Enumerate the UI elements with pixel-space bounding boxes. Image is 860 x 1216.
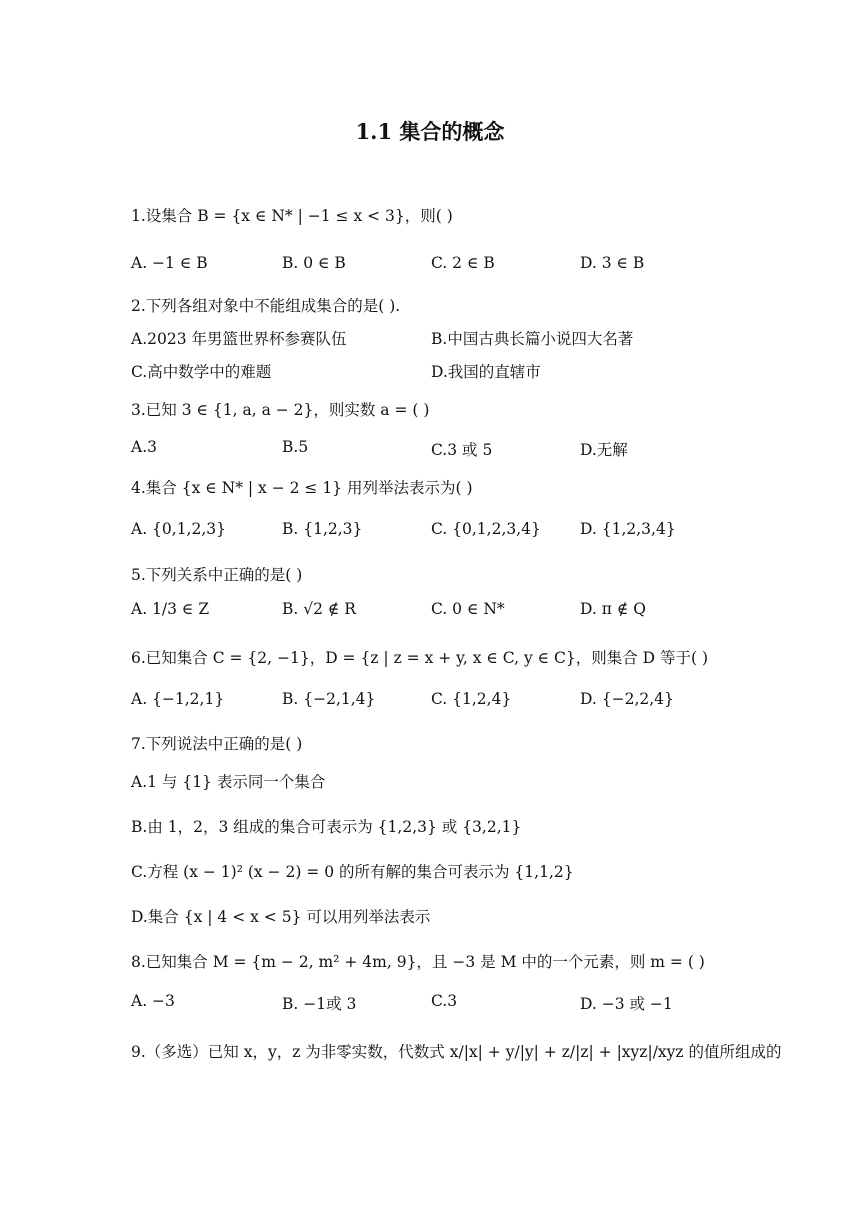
question-7-option-c: C.方程 (x − 1)² (x − 2) = 0 的所有解的集合可表示为 {1,1,2} [131,863,574,881]
question-4-option-d: D. {1,2,3,4} [580,520,676,538]
question-3-option-a: A.3 [131,438,157,456]
question-5-option-b: B. √2 ∉ R [282,600,356,618]
question-3-stem: 3.已知 3 ∈ {1, a, a − 2}，则实数 a = ( ) [131,401,430,419]
question-4-option-c: C. {0,1,2,3,4} [431,520,541,538]
question-2-option-c: C.高中数学中的难题 [131,363,272,381]
question-4-option-b: B. {1,2,3} [282,520,363,538]
question-5-stem: 5.下列关系中正确的是( ) [131,566,303,584]
question-2-stem: 2.下列各组对象中不能组成集合的是( ). [131,297,401,315]
question-7-option-d: D.集合 {x | 4 < x < 5} 可以用列举法表示 [131,908,431,926]
question-8-option-c: C.3 [431,992,458,1010]
question-7-option-a: A.1 与 {1} 表示同一个集合 [131,773,326,791]
question-6-stem: 6.已知集合 C = {2, −1}，D = {z | z = x + y, x ∈ C, y ∈ C}，则集合 D 等于( ) [131,649,709,667]
question-9-stem: 9.（多选）已知 x，y，z 为非零实数，代数式 x/|x| + y/|y| + z/|z| + |xyz|/xyz 的值所组成的 [131,1043,782,1061]
question-1-option-d: D. 3 ∈ B [580,254,645,272]
question-1-stem: 1.设集合 B = {x ∈ N* | −1 ≤ x < 3}，则( ) [131,207,453,225]
question-5-option-d: D. π ∉ Q [580,600,646,618]
question-6-option-a: A. {−1,2,1} [131,690,225,708]
question-1-option-a: A. −1 ∈ B [131,254,208,272]
question-8-option-b: B. −1或 3 [282,995,357,1013]
question-3-option-c: C.3 或 5 [431,441,493,459]
question-1-option-b: B. 0 ∈ B [282,254,346,272]
question-5-option-c: C. 0 ∈ N* [431,600,505,618]
question-7-stem: 7.下列说法中正确的是( ) [131,735,303,753]
question-2-option-a: A.2023 年男篮世界杯参赛队伍 [131,330,347,348]
question-7-option-b: B.由 1，2，3 组成的集合可表示为 {1,2,3} 或 {3,2,1} [131,818,522,836]
question-4-stem: 4.集合 {x ∈ N* | x − 2 ≤ 1} 用列举法表示为( ) [131,479,473,497]
question-6-option-b: B. {−2,1,4} [282,690,376,708]
page-title: 1.1 集合的概念 [355,119,505,144]
question-6-option-c: C. {1,2,4} [431,690,512,708]
question-6-option-d: D. {−2,2,4} [580,690,674,708]
question-3-option-d: D.无解 [580,441,628,459]
question-4-option-a: A. {0,1,2,3} [131,520,226,538]
question-2-option-b: B.中国古典长篇小说四大名著 [431,330,634,348]
question-3-option-b: B.5 [282,438,309,456]
question-2-option-d: D.我国的直辖市 [431,363,541,381]
question-8-option-d: D. −3 或 −1 [580,995,673,1013]
question-5-option-a: A. 1/3 ∈ Z [131,600,210,618]
question-8-option-a: A. −3 [131,992,175,1010]
question-1-option-c: C. 2 ∈ B [431,254,495,272]
question-8-stem: 8.已知集合 M = {m − 2, m² + 4m, 9}，且 −3 是 M 中的一个元素，则 m = ( ) [131,953,705,971]
